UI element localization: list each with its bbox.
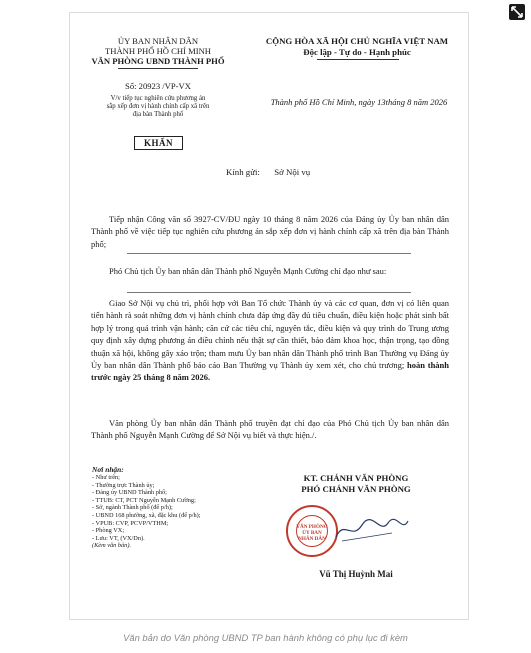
motto: Độc lập - Tự do - Hạnh phúc — [303, 47, 411, 57]
signature-titles — [256, 473, 456, 495]
org-line-2: THÀNH PHỐ HỒ CHÍ MINH — [105, 46, 211, 56]
recipients-title: Nơi nhận: — [92, 465, 124, 474]
recipients-item: - Như trên; — [92, 474, 120, 481]
paragraph-3-deadline: hoàn thành trước ngày 25 tháng 8 năm 2026. — [91, 360, 450, 383]
urgency-box — [134, 133, 183, 151]
body-paragraph-4: Văn phòng Ủy ban nhân dân Thành phố truyền đạt chỉ đạo của Phó Chủ tịch Ủy ban nhân dân Thành phố Nguyễn Mạnh Cường để Sở Nội vụ biết và thực hiện./. — [91, 418, 449, 441]
header-left — [70, 36, 246, 66]
expand-icon[interactable] — [509, 4, 525, 20]
recipients-item: - TTUB: CT, PCT Nguyễn Mạnh Cường; — [92, 496, 196, 504]
official-stamp — [286, 505, 338, 557]
signature-title-2: PHÓ CHÁNH VĂN PHÒNG — [301, 484, 411, 494]
stamp-text: VĂN PHÒNG ỦY BAN NHÂN DÂN — [296, 524, 328, 542]
urgency-label: KHẨN — [134, 136, 183, 150]
recipient-label: Kính gửi: — [226, 167, 260, 177]
recipient-value: Sở Nội vụ — [274, 167, 311, 177]
subject-line-2: sắp xếp đơn vị hành chính cấp xã trên — [106, 103, 210, 111]
signature-title-1: KT. CHÁNH VĂN PHÒNG — [303, 473, 409, 483]
header-left-underline — [118, 68, 198, 69]
doc-subject — [76, 95, 240, 120]
recipient-line — [226, 167, 310, 177]
doc-number: Số: 20923 /VP-VX — [125, 81, 191, 91]
body-paragraph-3 — [91, 297, 449, 384]
recipients-list — [92, 465, 252, 550]
header-right — [246, 36, 468, 57]
recipients-item: - Sở, ngành Thành phố (để p/h); — [92, 504, 173, 512]
body-paragraph-1: Tiếp nhận Công văn số 3927-CV/ĐU ngày 10 tháng 8 năm 2026 của Đảng ủy Ủy ban nhân dân Thành phố về việc tiếp tục nghiên cứu phương án sắp xếp đơn vị hành chính cấp xã trên địa bàn Thành phố; — [91, 214, 449, 249]
recipients-item: - UBND 168 phường, xã, đặc khu (để p/h); — [92, 511, 201, 519]
signature-mark — [332, 515, 412, 545]
recipients-item: - Đảng ủy UBND Thành phố; — [92, 489, 167, 497]
footer-note: Văn bản do Văn phòng UBND TP ban hành không có phụ lục đi kèm — [123, 632, 408, 643]
body-paragraph-2: Phó Chủ tịch Ủy ban nhân dân Thành phố Nguyễn Mạnh Cường chỉ đạo như sau: — [109, 266, 387, 276]
motto-underline — [317, 59, 399, 60]
nation-title: CỘNG HÒA XÃ HỘI CHỦ NGHĨA VIỆT NAM — [265, 36, 449, 46]
paragraph-3-main: Giao Sở Nội vụ chủ trì, phối hợp với Ban Tổ chức Thành ủy và các cơ quan, đơn vị có liên quan tiến hành rà soát những đơn vị hành chính chưa đáp ứng đầy đủ tiêu chuẩn, điều kiện hoặc phát sinh bất hợp lý trong quá trình vận hành; căn cứ các tiêu chí, nguyên tắc, điều kiện và quy trình do Trung ương quy định xây dựng phương án điều chỉnh nếu thật sự cần thiết, bảo đảm khoa học, thận trọng, tạo đồng thuận xã hội, không gây xáo trộn; tham mưu Ủy ban nhân dân Thành phố trình Ban Thường vụ Đảng ủy Ủy ban nhân dân Thành phố báo cáo Ban Thường vụ Thành ủy xem xét, cho chủ trương; — [91, 298, 449, 371]
org-line-1: ỦY BAN NHÂN DÂN — [117, 36, 199, 46]
recipients-item: - Phòng VX; — [92, 527, 125, 535]
signer-name: Vũ Thị Huỳnh Mai — [319, 569, 393, 579]
recipients-item: (Kèm văn bản). — [92, 542, 131, 550]
divider-1 — [127, 253, 411, 254]
recipients-item: - VPUB: CVP, PCVP/VTHM; — [92, 519, 169, 527]
divider-2 — [127, 292, 411, 293]
document-page — [69, 12, 469, 620]
org-line-3: VĂN PHÒNG UBND THÀNH PHỐ — [91, 56, 225, 66]
subject-line-3: địa bàn Thành phố — [132, 111, 184, 119]
place-date: Thành phố Hồ Chí Minh, ngày 13tháng 8 năm 2026 — [270, 97, 448, 107]
recipients-item: - Thường trực Thành ủy; — [92, 481, 155, 489]
subject-line-1: V/v tiếp tục nghiên cứu phương án — [110, 95, 206, 102]
recipients-item: - Lưu: VT, (VX/Dn). — [92, 534, 145, 542]
